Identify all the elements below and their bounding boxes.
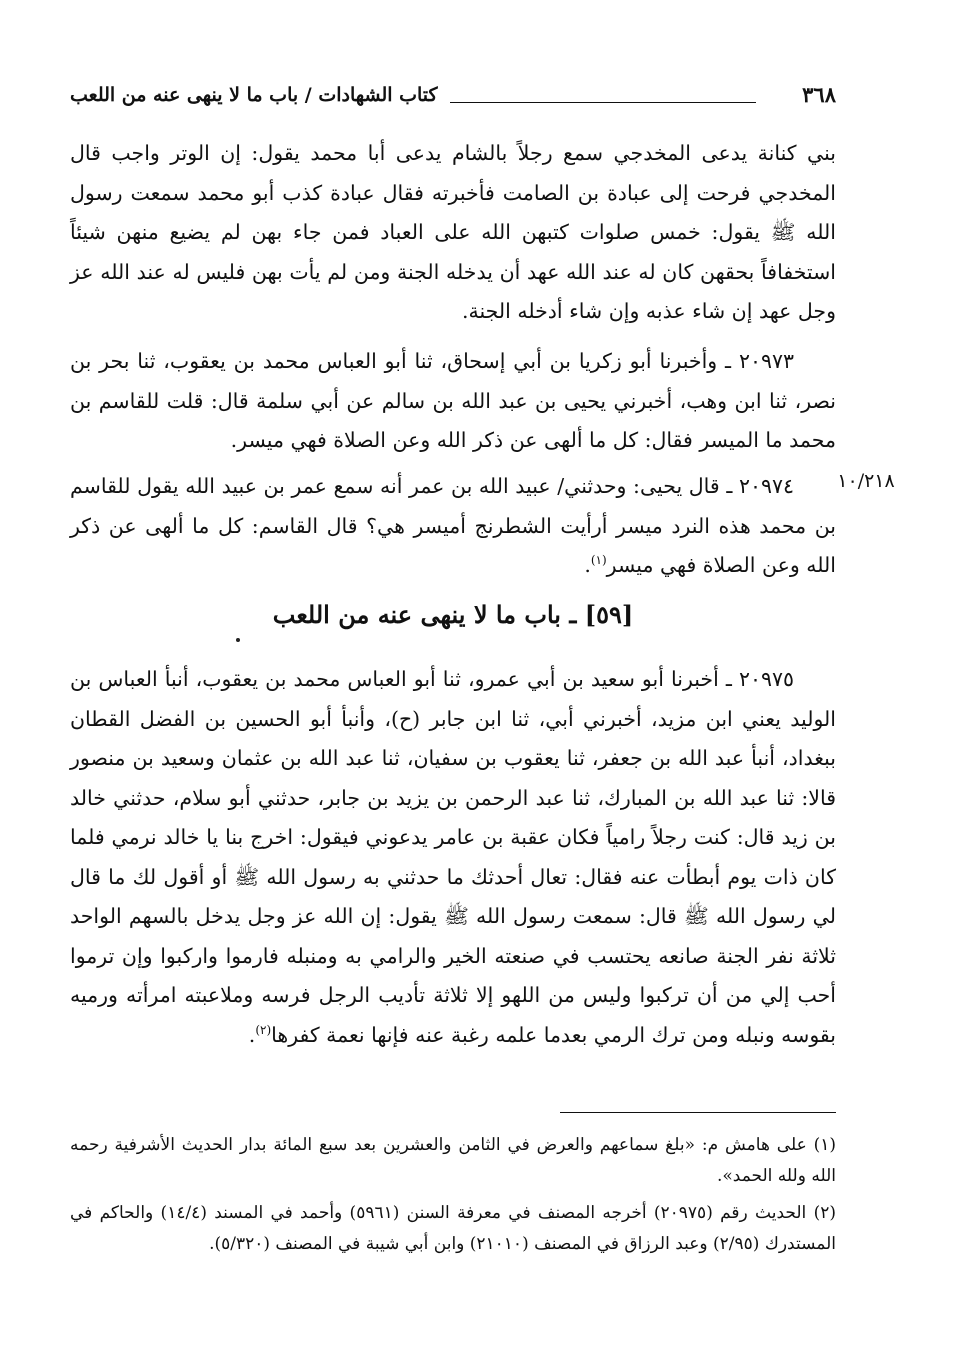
paragraph-text: ٢٠٩٧٥ ـ أخبرنا أبو سعيد بن أبي عمرو، ثنا أبو العباس محمد بن يعقوب، أنبأ العباس بن الوليد يعني ابن مزيد، أخبرني أبي، ثنا ابن جابر (ح)، وأنبأ أبو الحسين بن الفضل القطان ببغداد، أنبأ عبد الله بن جعفر، ثنا يعقوب بن سفيان، ثنا عبد الله بن عثمان وسعيد بن منصور قالا: ثنا عبد الله بن المبارك، ثنا عبد الرحمن بن يزيد بن جابر، حدثني أبو سلام، حدثني خالد بن زيد قال: كنت رجلاً رامياً فكان عقبة بن عامر يدعوني فيقول: اخرج بنا يا خالد نرمي فلما كان ذات يوم أبطأت عنه فقال: تعال أحدثك ما حدثني به رسول الله ﷺ أو أقول لك ما قال لي رسول الله ﷺ قال: سمعت رسول الله ﷺ يقول: إن الله عز وجل يدخل بالسهم الواحد ثلاثة نفر الجنة صانعه يحتسب في صنعته الخير والرامي به ومنبله فارموا واركبوا وإن ترموا أحب إلي من أن تركبوا وليس من اللهو إلا ثلاثة تأديب الرجل فرسه وملاعبته امرأته ورميه بقوسه ونبله ومن ترك الرمي بعدما علمه رغبة عنه فإنها نعمة كفرها bbox=[70, 667, 836, 1047]
footnote-1: (١) على هامش م: «بلغ سماعهم والعرض في الثامن والعشرين بعد سبع المائة بدار الحديث الأشرفية رحمه الله ولله الحمد». bbox=[70, 1135, 836, 1186]
footnote-2: (٢) الحديث رقم (٢٠٩٧٥) أخرجه المصنف في معرفة السنن (٥٩٦١) وأحمد في المسند (١٤/٤) والحاكم في المستدرك (٢/٩٥) وعبد الرزاق في المصنف (٢١٠١٠) وابن أبي شيبة في المصنف (٥/٣٢٠). bbox=[70, 1203, 836, 1254]
page-number: ٣٦٨ bbox=[802, 82, 836, 107]
paragraph-end: . bbox=[584, 553, 591, 577]
paragraph-text: بني كنانة يدعى المخدجي سمع رجلاً بالشام يدعى أبا محمد يقول: إن الوتر واجب قال المخدجي فرحت إلى عبادة بن الصامت فأخبرته فقال عبادة كذب أبو محمد سمعت رسول الله ﷺ يقول: خمس صلوات كتبهن الله على العباد فمن جاء بهن لم يضيع منهن شيئاً استخفافاً بحقهن كان له عند الله عهد أن يدخله الجنة ومن لم يأت بهن فليس له عند الله عز وجل عهد إن شاء عذبه وإن شاء أدخله الجنة. bbox=[70, 141, 836, 323]
paragraph-continuation bbox=[70, 134, 836, 332]
print-speck bbox=[236, 638, 240, 642]
footnote-marker-1[interactable]: (١) bbox=[590, 553, 607, 568]
paragraph-end: . bbox=[248, 1022, 256, 1047]
footnotes bbox=[70, 1130, 836, 1266]
running-header bbox=[70, 80, 836, 116]
hadith-20973 bbox=[70, 342, 836, 461]
margin-reference: ١٠/٢١٨ bbox=[837, 470, 895, 492]
paragraph-text: ٢٠٩٧٣ ـ وأخبرنا أبو زكريا بن أبي إسحاق، ثنا أبو العباس محمد بن يعقوب، ثنا بحر بن نصر، ثنا ابن وهب، أخبرني يحيى بن عبد الله بن سالم عن أبي سلمة قال: قلت للقاسم بن محمد ما الميسر فقال: كل ما ألهى عن ذكر الله وعن الصلاة فهي ميسر. bbox=[70, 349, 836, 452]
header-rule bbox=[450, 102, 756, 103]
footnote-marker-2[interactable]: (٢) bbox=[255, 1022, 272, 1037]
paragraph-text: ٢٠٩٧٤ ـ قال يحيى: وحدثني/ عبيد الله بن عمر أنه سمع عمر بن عبيد الله يقول للقاسم بن محمد هذه النرد ميسر أرأيت الشطرنج أميسر هي؟ قال القاسم: كل ما ألهى عن ذكر الله وعن الصلاة فهي ميسر bbox=[70, 474, 836, 577]
hadith-20975 bbox=[70, 660, 836, 1055]
hadith-20974 bbox=[70, 467, 836, 586]
section-heading: [٥٩] ـ باب ما لا ينهى عنه من اللعب bbox=[272, 600, 634, 629]
footnote-separator bbox=[560, 1112, 836, 1113]
running-title: كتاب الشهادات / باب ما لا ينهى عنه من اللعب bbox=[70, 84, 438, 106]
